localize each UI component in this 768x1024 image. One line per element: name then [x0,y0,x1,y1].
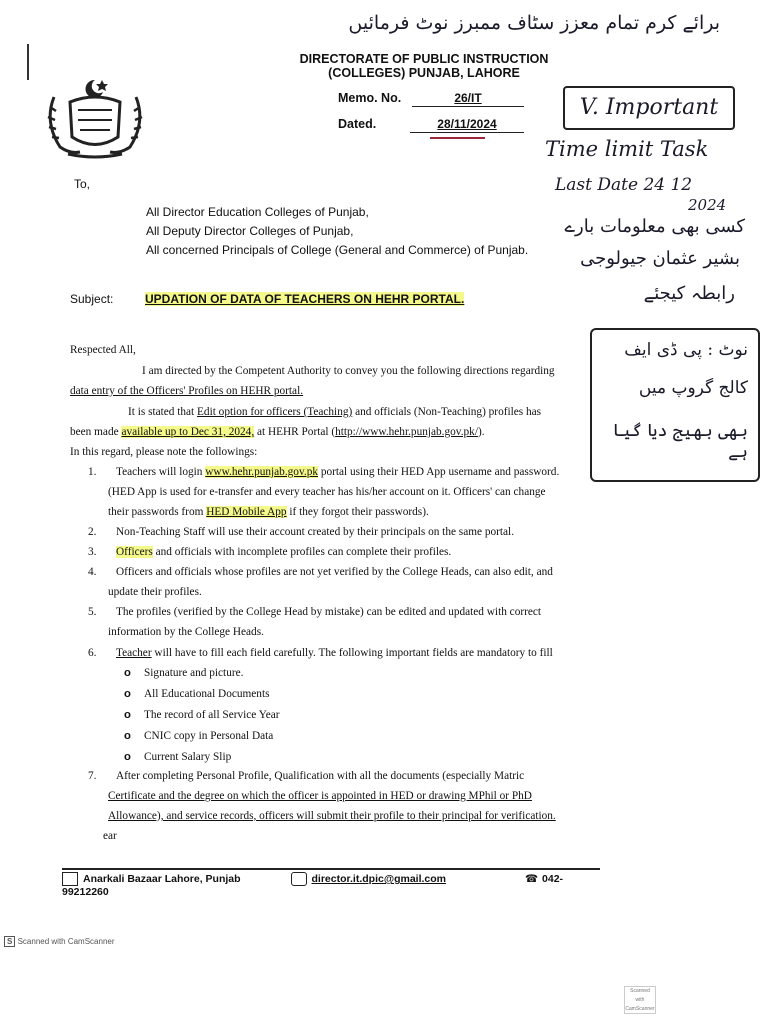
recipients [146,203,528,260]
bullet-item: o Signature and picture. [124,667,244,679]
camscanner-text: Scanned with CamScanner [17,937,115,946]
p3-deadline: available up to Dec 31, 2024, [121,426,255,438]
paragraph-4: In this regard, please note the followings: [70,446,258,458]
recipient-2: All Deputy Director Colleges of Punjab, [146,224,354,238]
camscanner-badge [624,986,656,1014]
list-item-4: 4. Officers and officials whose profiles are not yet verified by the College Heads, can also edit, and update their profiles. [88,566,553,598]
mandatory-fields-list [124,663,280,768]
memo-label: Memo. No. [338,91,402,105]
to-label: To, [74,177,91,191]
p3-text-3: at HEHR Portal ( [254,426,336,438]
header-line-2: (COLLEGES) PUNJAB, LAHORE [328,66,520,80]
p2-edit-option: Edit option for officers (Teaching) [197,406,353,418]
item-number: 1. [88,466,97,478]
email-icon [291,872,307,886]
paragraph-2 [128,402,541,422]
greeting: Respected All, [70,344,136,356]
important-text: V. Important [579,95,719,120]
hed-mobile-app: HED Mobile App [206,506,287,518]
list-item-2: 2. Non-Teaching Staff will use their account created by their principals on the same portal. [88,526,515,538]
important-box [563,86,735,130]
portal-link[interactable]: http://www.hehr.punjab.gov.pk/ [335,426,478,438]
punjab-logo [40,62,150,162]
paragraph-1b: data entry of the Officers' Profiles on HEHR portal. [70,385,304,397]
recipient-3: All concerned Principals of College (General and Commerce) of Punjab. [146,243,529,257]
header-line-1: DIRECTORATE OF PUBLIC INSTRUCTION [299,52,549,66]
list-item-1: 1. Teachers will login www.hehr.punjab.gov.pk portal using their HED App username and password. (HED App is used for e-transfer and every teacher has his/her account on it. Officers' can change their passwords from HED Mobile App if they forgot their passwords). [88,462,603,522]
urdu-box-line-1: نوٹ : پی ڈی ایف [624,340,748,360]
memo-value: 26/IT [412,91,524,107]
list-item-3: 3. Officers and officials with incomplete profiles can complete their profiles. [88,546,452,558]
bullet-item: o The record of all Service Year [124,709,280,721]
urdu-box-line-2: کالج گروپ میں [638,378,748,398]
dated-label: Dated. [338,117,377,131]
camscanner-icon: S [4,936,15,947]
subject-highlight: UPDATION OF DATA OF TEACHERS ON HEHR PORTAL. [145,292,465,306]
p2-text-1: It is stated that [128,406,198,418]
camscanner-mark [4,936,115,947]
bullet-item: o All Educational Documents [124,688,270,700]
margin-mark [27,44,29,80]
subject-label: Subject: [70,292,114,306]
badge-line-1: Scanned with [630,988,650,1003]
pen-underline [430,137,485,139]
urdu-note-2: بشیر عثمان جیولوجی [580,248,740,269]
handwritten-urdu-top: برائے کرم تمام معزز سٹاف ممبرز نوٹ فرمائیں [348,12,720,34]
urdu-note-1: کسی بھی معلومات بارے [564,216,745,237]
footer-rule [62,868,600,870]
footer-address: Anarkali Bazaar Lahore, Punjab [83,872,241,885]
urdu-note-3: رابطہ کیجئے [643,283,735,304]
paragraph-3 [70,422,485,442]
recipient-1: All Director Education Colleges of Punjab, [146,205,369,219]
list-item-7: 7. After completing Personal Profile, Qualification with all the documents (especially Matric Certificate and the degree on which the officer is appointed in HED or drawing MPhil or PhD Allowance), and service records, officers will submit their profile to their principal for verification. ear [88,770,556,842]
phone-icon: ☎ [524,872,539,885]
bullet-item: o CNIC copy in Personal Data [124,730,274,742]
footer-email[interactable]: director.it.dpic@gmail.com [311,872,447,885]
bullet-item: o Current Salary Slip [124,751,232,763]
list-item-5: 5. The profiles (verified by the College Head by mistake) can be edited and updated with correct information by the College Heads. [88,606,542,638]
urdu-box-line-3: بھی بھیج دیا گیا ہے [612,421,748,462]
subject-text [145,292,464,306]
paragraph-1a: I am directed by the Competent Authority to convey you the following directions regarding [142,365,555,377]
p3-text-5: ). [477,426,485,438]
footer-phone: 042-99212260 [62,872,564,898]
location-icon [62,872,78,886]
p3-text-1: been made [70,426,122,438]
last-date-year: 2024 [688,196,727,214]
last-date-text: Last Date 24 12 [555,175,693,195]
directorate-title [265,52,583,80]
p2-text-3: and officials (Non-Teaching) profiles has [352,406,542,418]
footer [62,872,602,898]
badge-line-2: CamScanner [625,1006,655,1012]
list-item-6: 6. Teacher will have to fill each field carefully. The following important fields are mandatory to fill [88,647,553,659]
dated-value: 28/11/2024 [410,117,524,133]
hehr-link[interactable]: www.hehr.punjab.gov.pk [205,466,318,478]
time-limit-text: Time limit Task [545,137,709,161]
